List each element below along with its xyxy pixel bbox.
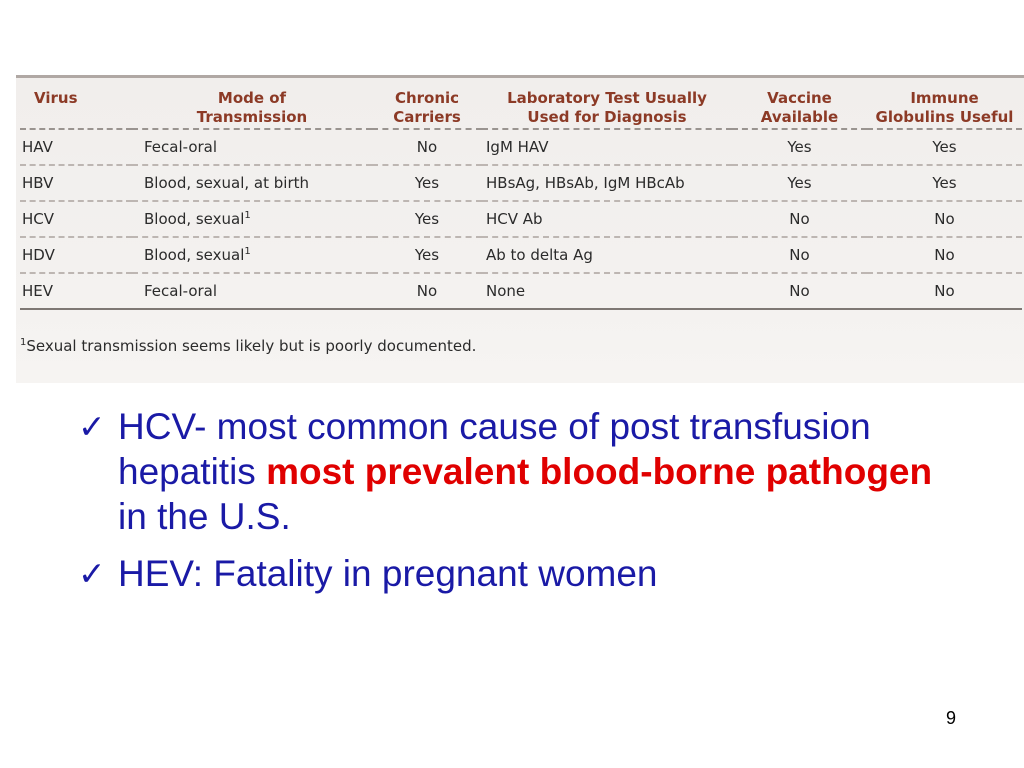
footnote-marker: 1 bbox=[20, 337, 27, 348]
cell-virus: HBV bbox=[20, 165, 132, 201]
bullet-hev bbox=[78, 551, 938, 596]
bullet-text: HEV: Fatality in pregnant women bbox=[118, 553, 658, 594]
cell-lab-test: Ab to delta Ag bbox=[482, 237, 732, 273]
header-vaccine: Vaccine Available bbox=[760, 89, 839, 126]
checkmark-icon: ✓ bbox=[78, 407, 106, 446]
cell-globulins: Yes bbox=[867, 165, 1022, 201]
cell-carriers: No bbox=[372, 129, 482, 165]
cell-carriers: Yes bbox=[372, 165, 482, 201]
cell-globulins: Yes bbox=[867, 129, 1022, 165]
header-chronic-carriers: Chronic Carriers bbox=[393, 89, 461, 126]
cell-vaccine: No bbox=[732, 237, 867, 273]
table-footnote: $^1$Sexual transmission seems likely but is poorly documented. bbox=[20, 337, 477, 355]
table-header-row bbox=[20, 75, 1022, 129]
highlight-text: most prevalent blood-borne pathogen bbox=[266, 451, 933, 492]
cell-carriers: Yes bbox=[372, 237, 482, 273]
cell-lab-test: IgM HAV bbox=[482, 129, 732, 165]
cell-mode: Blood, sexual, at birth bbox=[132, 165, 372, 201]
cell-virus: HDV bbox=[20, 237, 132, 273]
bullet-hcv bbox=[78, 404, 938, 539]
cell-carriers: Yes bbox=[372, 201, 482, 237]
cell-mode: Fecal-oral bbox=[132, 129, 372, 165]
cell-vaccine: No bbox=[732, 273, 867, 309]
bullet-text: HCV- most common cause of post transfusion hepatitis bbox=[118, 406, 871, 492]
cell-lab-test: None bbox=[482, 273, 732, 309]
hepatitis-virus-table bbox=[20, 75, 1022, 310]
cell-globulins: No bbox=[867, 237, 1022, 273]
virus-table-image bbox=[16, 75, 1024, 383]
cell-mode: Blood, sexual$^1$ bbox=[132, 237, 372, 273]
cell-mode: Fecal-oral bbox=[132, 273, 372, 309]
cell-virus: HAV bbox=[20, 129, 132, 165]
cell-mode: Blood, sexual$^1$ bbox=[132, 201, 372, 237]
header-virus: Virus bbox=[34, 89, 78, 107]
header-immune-globulins: Immune Globulins Useful bbox=[875, 89, 1014, 126]
table-row bbox=[20, 273, 1022, 309]
table-row bbox=[20, 237, 1022, 273]
page-number: 9 bbox=[946, 708, 957, 728]
cell-globulins: No bbox=[867, 201, 1022, 237]
table-row bbox=[20, 129, 1022, 165]
cell-virus: HCV bbox=[20, 201, 132, 237]
header-mode-of-transmission: Mode of Transmission bbox=[196, 89, 308, 126]
cell-vaccine: Yes bbox=[732, 129, 867, 165]
bullet-text-end: in the U.S. bbox=[118, 496, 291, 537]
header-lab-test: Laboratory Test Usually Used for Diagnosis bbox=[507, 89, 707, 126]
checkmark-icon: ✓ bbox=[78, 554, 106, 593]
cell-lab-test: HCV Ab bbox=[482, 201, 732, 237]
cell-vaccine: No bbox=[732, 201, 867, 237]
table-row bbox=[20, 201, 1022, 237]
table-row bbox=[20, 165, 1022, 201]
cell-lab-test: HBsAg, HBsAb, IgM HBcAb bbox=[482, 165, 732, 201]
bullet-list bbox=[78, 404, 938, 608]
cell-carriers: No bbox=[372, 273, 482, 309]
cell-vaccine: Yes bbox=[732, 165, 867, 201]
cell-virus: HEV bbox=[20, 273, 132, 309]
cell-globulins: No bbox=[867, 273, 1022, 309]
